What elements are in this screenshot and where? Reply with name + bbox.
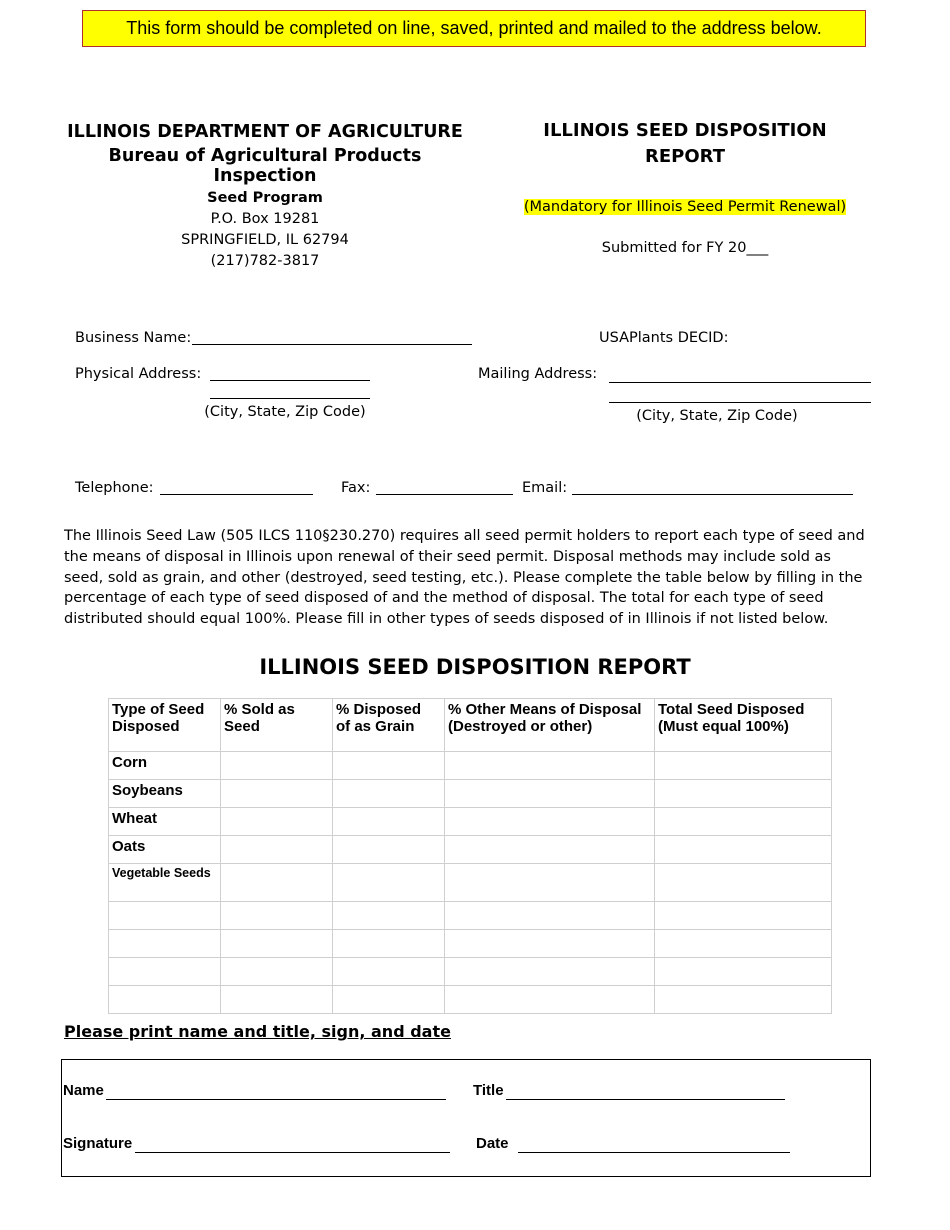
input-cell[interactable] <box>221 930 333 958</box>
input-cell[interactable] <box>221 808 333 836</box>
seed-type-input[interactable] <box>109 958 221 986</box>
mandatory-note: (Mandatory for Illinois Seed Permit Renewal) <box>523 199 847 215</box>
physical-csz-caption: (City, State, Zip Code) <box>204 404 366 420</box>
input-cell[interactable] <box>655 958 832 986</box>
agency-block <box>60 122 470 272</box>
telephone-label: Telephone: <box>75 480 154 496</box>
input-cell[interactable] <box>655 902 832 930</box>
business-name-label: Business Name: <box>75 330 192 346</box>
header-sold-seed: % Sold as Seed <box>221 699 333 752</box>
signature-field[interactable] <box>135 1152 450 1153</box>
input-cell[interactable] <box>655 986 832 1014</box>
input-cell[interactable] <box>655 752 832 780</box>
signature-box <box>61 1059 871 1177</box>
table-row <box>109 808 832 836</box>
table-row <box>109 752 832 780</box>
physical-address-field-2[interactable] <box>210 398 370 399</box>
input-cell[interactable] <box>445 930 655 958</box>
table-row <box>109 902 832 930</box>
city-address: SPRINGFIELD, IL 62794 <box>181 232 349 248</box>
date-label: Date <box>476 1135 509 1152</box>
input-cell[interactable] <box>221 864 333 902</box>
table-row <box>109 930 832 958</box>
input-cell[interactable] <box>221 752 333 780</box>
fax-label: Fax: <box>341 480 371 496</box>
input-cell[interactable] <box>221 780 333 808</box>
input-cell[interactable] <box>655 808 832 836</box>
signature-heading: Please print name and title, sign, and date <box>64 1022 451 1041</box>
input-cell[interactable] <box>445 986 655 1014</box>
seed-type-input[interactable] <box>109 986 221 1014</box>
input-cell[interactable] <box>445 808 655 836</box>
header-total: Total Seed Disposed (Must equal 100%) <box>655 699 832 752</box>
input-cell[interactable] <box>445 752 655 780</box>
header-type: Type of Seed Disposed <box>109 699 221 752</box>
input-cell[interactable] <box>655 780 832 808</box>
seed-law-paragraph: The Illinois Seed Law (505 ILCS 110§230.270) requires all seed permit holders to report each type of seed and the means of disposal in Illinois upon renewal of their seed permit. Disposal methods may include sold as seed, sold as grain, and other (destroyed, seed testing, etc.). Please complete the table below by filling in the percentage of each type of seed disposed of and the method of disposal. The total for each type of seed distributed should equal 100%. Please fill in other types of seeds disposed of in Illinois if not listed below. <box>64 528 865 628</box>
table-row <box>109 958 832 986</box>
input-cell[interactable] <box>333 808 445 836</box>
input-cell[interactable] <box>445 780 655 808</box>
seed-type-cell: Wheat <box>109 808 221 836</box>
seed-type-cell: Corn <box>109 752 221 780</box>
header-grain: % Disposed of as Grain <box>333 699 445 752</box>
table-row <box>109 986 832 1014</box>
report-title-block <box>520 118 850 170</box>
header-other: % Other Means of Disposal (Destroyed or other) <box>445 699 655 752</box>
input-cell[interactable] <box>221 958 333 986</box>
physical-address-label: Physical Address: <box>75 366 202 382</box>
input-cell[interactable] <box>333 986 445 1014</box>
name-label: Name <box>63 1082 104 1099</box>
input-cell[interactable] <box>445 864 655 902</box>
input-cell[interactable] <box>333 902 445 930</box>
input-cell[interactable] <box>445 902 655 930</box>
email-field[interactable] <box>572 494 853 495</box>
input-cell[interactable] <box>655 930 832 958</box>
input-cell[interactable] <box>221 902 333 930</box>
mailing-address-label: Mailing Address: <box>478 366 598 382</box>
program-name: Seed Program <box>207 190 323 206</box>
fiscal-year: Submitted for FY 20___ <box>601 240 769 256</box>
mailing-address-field-2[interactable] <box>609 402 871 403</box>
mailing-address-field-1[interactable] <box>609 382 871 383</box>
email-label: Email: <box>522 480 568 496</box>
input-cell[interactable] <box>445 958 655 986</box>
table-header-row <box>109 699 832 752</box>
table-row <box>109 836 832 864</box>
po-box: P.O. Box 19281 <box>210 211 320 227</box>
disposition-table <box>108 698 832 1014</box>
report-title-line1: ILLINOIS SEED DISPOSITION <box>543 120 827 141</box>
instruction-banner: This form should be completed on line, saved, printed and mailed to the address below. <box>82 10 866 47</box>
bureau-name: Bureau of Agricultural Products Inspection <box>108 146 422 186</box>
input-cell[interactable] <box>445 836 655 864</box>
agency-phone: (217)782-3817 <box>210 253 320 269</box>
date-field[interactable] <box>518 1152 790 1153</box>
mandatory-note-wrap <box>520 196 850 218</box>
input-cell[interactable] <box>221 836 333 864</box>
input-cell[interactable] <box>333 836 445 864</box>
title-label: Title <box>473 1082 504 1099</box>
name-field[interactable] <box>106 1099 446 1100</box>
signature-label: Signature <box>63 1135 133 1152</box>
table-row <box>109 780 832 808</box>
seed-type-input[interactable] <box>109 930 221 958</box>
mailing-csz-caption: (City, State, Zip Code) <box>636 408 798 424</box>
table-title: ILLINOIS SEED DISPOSITION REPORT <box>259 655 691 679</box>
seed-type-cell: Vegetable Seeds <box>109 864 221 902</box>
input-cell[interactable] <box>655 864 832 902</box>
input-cell[interactable] <box>333 752 445 780</box>
physical-address-field-1[interactable] <box>210 380 370 381</box>
fax-field[interactable] <box>376 494 513 495</box>
seed-type-cell: Soybeans <box>109 780 221 808</box>
input-cell[interactable] <box>333 780 445 808</box>
seed-type-cell: Oats <box>109 836 221 864</box>
input-cell[interactable] <box>333 958 445 986</box>
telephone-field[interactable] <box>160 494 313 495</box>
seed-type-input[interactable] <box>109 902 221 930</box>
department-name: ILLINOIS DEPARTMENT OF AGRICULTURE <box>67 122 463 142</box>
title-field[interactable] <box>506 1099 785 1100</box>
input-cell[interactable] <box>221 986 333 1014</box>
business-name-field[interactable] <box>192 344 472 345</box>
report-title-line2: REPORT <box>645 146 725 167</box>
input-cell[interactable] <box>333 930 445 958</box>
input-cell[interactable] <box>655 836 832 864</box>
table-row <box>109 864 832 902</box>
input-cell[interactable] <box>333 864 445 902</box>
decid-label: USAPlants DECID: <box>599 330 729 346</box>
